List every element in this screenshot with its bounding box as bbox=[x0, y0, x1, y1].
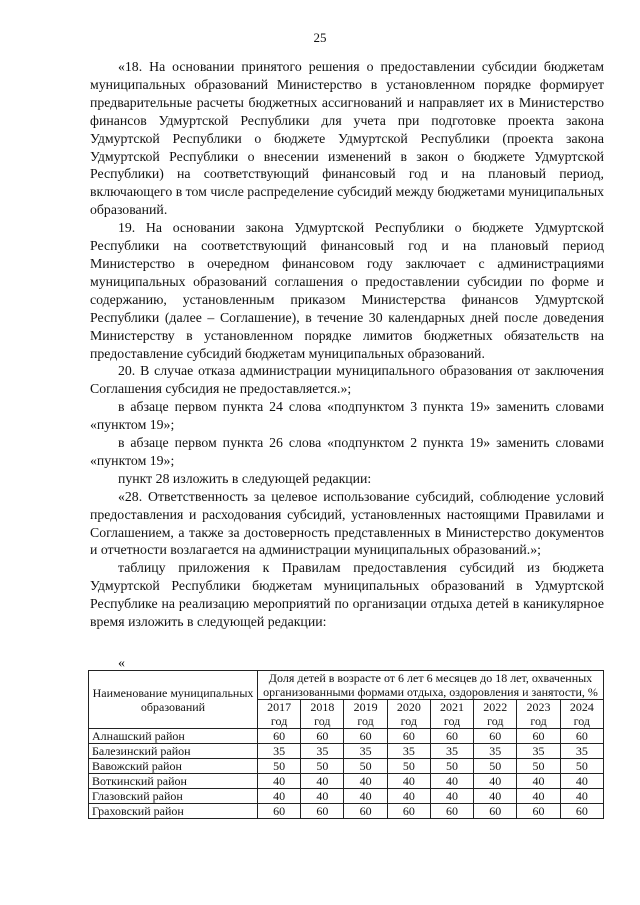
year-header: 2018 год bbox=[301, 700, 344, 729]
share-value: 35 bbox=[474, 744, 517, 759]
share-value: 40 bbox=[430, 789, 473, 804]
municipality-name: Глазовский район bbox=[89, 789, 258, 804]
table-row bbox=[89, 804, 604, 819]
municipality-name: Граховский район bbox=[89, 804, 258, 819]
year-header: 2019 год bbox=[344, 700, 387, 729]
table-header-row bbox=[89, 671, 604, 700]
share-value: 35 bbox=[344, 744, 387, 759]
share-value: 40 bbox=[344, 789, 387, 804]
municipality-column-header: Наименование муниципальных образований bbox=[89, 671, 258, 729]
share-value: 60 bbox=[387, 729, 430, 744]
share-value: 40 bbox=[560, 774, 603, 789]
share-value: 40 bbox=[560, 789, 603, 804]
municipality-name: Алнашский район bbox=[89, 729, 258, 744]
share-value: 50 bbox=[387, 759, 430, 774]
share-value: 60 bbox=[301, 729, 344, 744]
share-value: 40 bbox=[301, 774, 344, 789]
year-header: 2017 год bbox=[258, 700, 301, 729]
share-value: 50 bbox=[517, 759, 560, 774]
share-value: 35 bbox=[430, 744, 473, 759]
table-row bbox=[89, 774, 604, 789]
page-number: 25 bbox=[313, 30, 327, 45]
share-value: 60 bbox=[517, 729, 560, 744]
share-value: 40 bbox=[517, 789, 560, 804]
share-group-header: Доля детей в возрасте от 6 лет 6 месяцев до 18 лет, охваченных организованными формами отдыха, оздоровления и занятости, % bbox=[258, 671, 604, 700]
share-value: 60 bbox=[344, 729, 387, 744]
share-value: 50 bbox=[344, 759, 387, 774]
share-value: 40 bbox=[387, 774, 430, 789]
share-value: 40 bbox=[387, 789, 430, 804]
share-value: 60 bbox=[301, 804, 344, 819]
paragraph: в абзаце первом пункта 26 слова «подпунктом 2 пункта 19» заменить словами «пунктом 19»; bbox=[90, 435, 604, 468]
table-row bbox=[89, 789, 604, 804]
share-value: 40 bbox=[344, 774, 387, 789]
share-value: 40 bbox=[474, 789, 517, 804]
share-value: 50 bbox=[301, 759, 344, 774]
share-value: 60 bbox=[344, 804, 387, 819]
share-value: 60 bbox=[474, 804, 517, 819]
share-value: 35 bbox=[517, 744, 560, 759]
share-value: 40 bbox=[258, 789, 301, 804]
paragraph: таблицу приложения к Правилам предоставления субсидий из бюджета Удмуртской Республики бюджетам муниципальных образований в Удмуртской Республике на реализацию мероприятий по организации отдыха детей в каникулярное время изложить в следующей редакции: bbox=[90, 560, 604, 630]
share-value: 40 bbox=[517, 774, 560, 789]
table-row bbox=[89, 744, 604, 759]
share-value: 35 bbox=[387, 744, 430, 759]
share-value: 60 bbox=[430, 804, 473, 819]
share-value: 60 bbox=[517, 804, 560, 819]
share-value: 50 bbox=[474, 759, 517, 774]
share-value: 40 bbox=[474, 774, 517, 789]
table-row bbox=[89, 729, 604, 744]
subsidy-share-table bbox=[88, 670, 604, 819]
year-header: 2024 год bbox=[560, 700, 603, 729]
share-value: 60 bbox=[258, 729, 301, 744]
opening-quote-mark: « bbox=[118, 656, 125, 671]
year-header: 2022 год bbox=[474, 700, 517, 729]
share-value: 60 bbox=[430, 729, 473, 744]
paragraph: пункт 28 изложить в следующей редакции: bbox=[118, 470, 372, 486]
body-text bbox=[90, 58, 604, 631]
municipality-name: Балезинский район bbox=[89, 744, 258, 759]
share-value: 60 bbox=[560, 804, 603, 819]
share-value: 35 bbox=[258, 744, 301, 759]
share-value: 50 bbox=[430, 759, 473, 774]
paragraph: «28. Ответственность за целевое использование субсидий, соблюдение условий предоставления и расходования субсидий, установленных настоящими Правилами и Соглашением, а также за достоверность представленных в Министерство документов и отчетности возлагается на администрации муниципальных образований.»; bbox=[90, 488, 604, 558]
share-value: 40 bbox=[301, 789, 344, 804]
year-header: 2021 год bbox=[430, 700, 473, 729]
paragraph: в абзаце первом пункта 24 слова «подпунктом 3 пункта 19» заменить словами «пунктом 19»; bbox=[90, 399, 604, 433]
share-value: 35 bbox=[560, 744, 603, 759]
table-row bbox=[89, 759, 604, 774]
share-value: 50 bbox=[560, 759, 603, 774]
paragraph: «18. На основании принятого решения о предоставлении субсидии бюджетам муниципальных образований Министерство в установленном порядке формирует предварительные расчеты бюджетных ассигнований и направляет их в Министерство финансов Удмуртской Республики для учета при подготовке проекта закона Удмуртской Республики о бюджете Удмуртской Республики (проекта закона Удмуртской Республики о внесении изменений в закон о бюджете Удмуртской Республики) на соответствующий финансовый год и на плановый период, включающего в том числе распределение субсидий между бюджетами муниципальных образований. bbox=[90, 59, 604, 218]
share-value: 60 bbox=[474, 729, 517, 744]
year-header: 2020 год bbox=[387, 700, 430, 729]
year-header: 2023 год bbox=[517, 700, 560, 729]
share-value: 35 bbox=[301, 744, 344, 759]
share-value: 40 bbox=[430, 774, 473, 789]
paragraph: 19. На основании закона Удмуртской Республики о бюджете Удмуртской Республики на соответствующий финансовый год и на плановый период Министерство в очередном финансовом году заключает с администрациями муниципальных образований соглашения о предоставлении субсидии по форме и содержанию, установленным приказом Министерства финансов Удмуртской Республики (далее – Соглашение), в течение 30 календарных дней после доведения Министерству в установленном порядке лимитов бюджетных обязательств на предоставление субсидий бюджетам муниципальных образований. bbox=[90, 220, 604, 361]
municipality-name: Воткинский район bbox=[89, 774, 258, 789]
share-value: 60 bbox=[560, 729, 603, 744]
municipality-name: Вавожский район bbox=[89, 759, 258, 774]
paragraph: 20. В случае отказа администрации муниципального образования от заключения Соглашения субсидия не предоставляется.»; bbox=[90, 363, 604, 397]
share-value: 60 bbox=[258, 804, 301, 819]
share-value: 50 bbox=[258, 759, 301, 774]
share-value: 60 bbox=[387, 804, 430, 819]
share-value: 40 bbox=[258, 774, 301, 789]
